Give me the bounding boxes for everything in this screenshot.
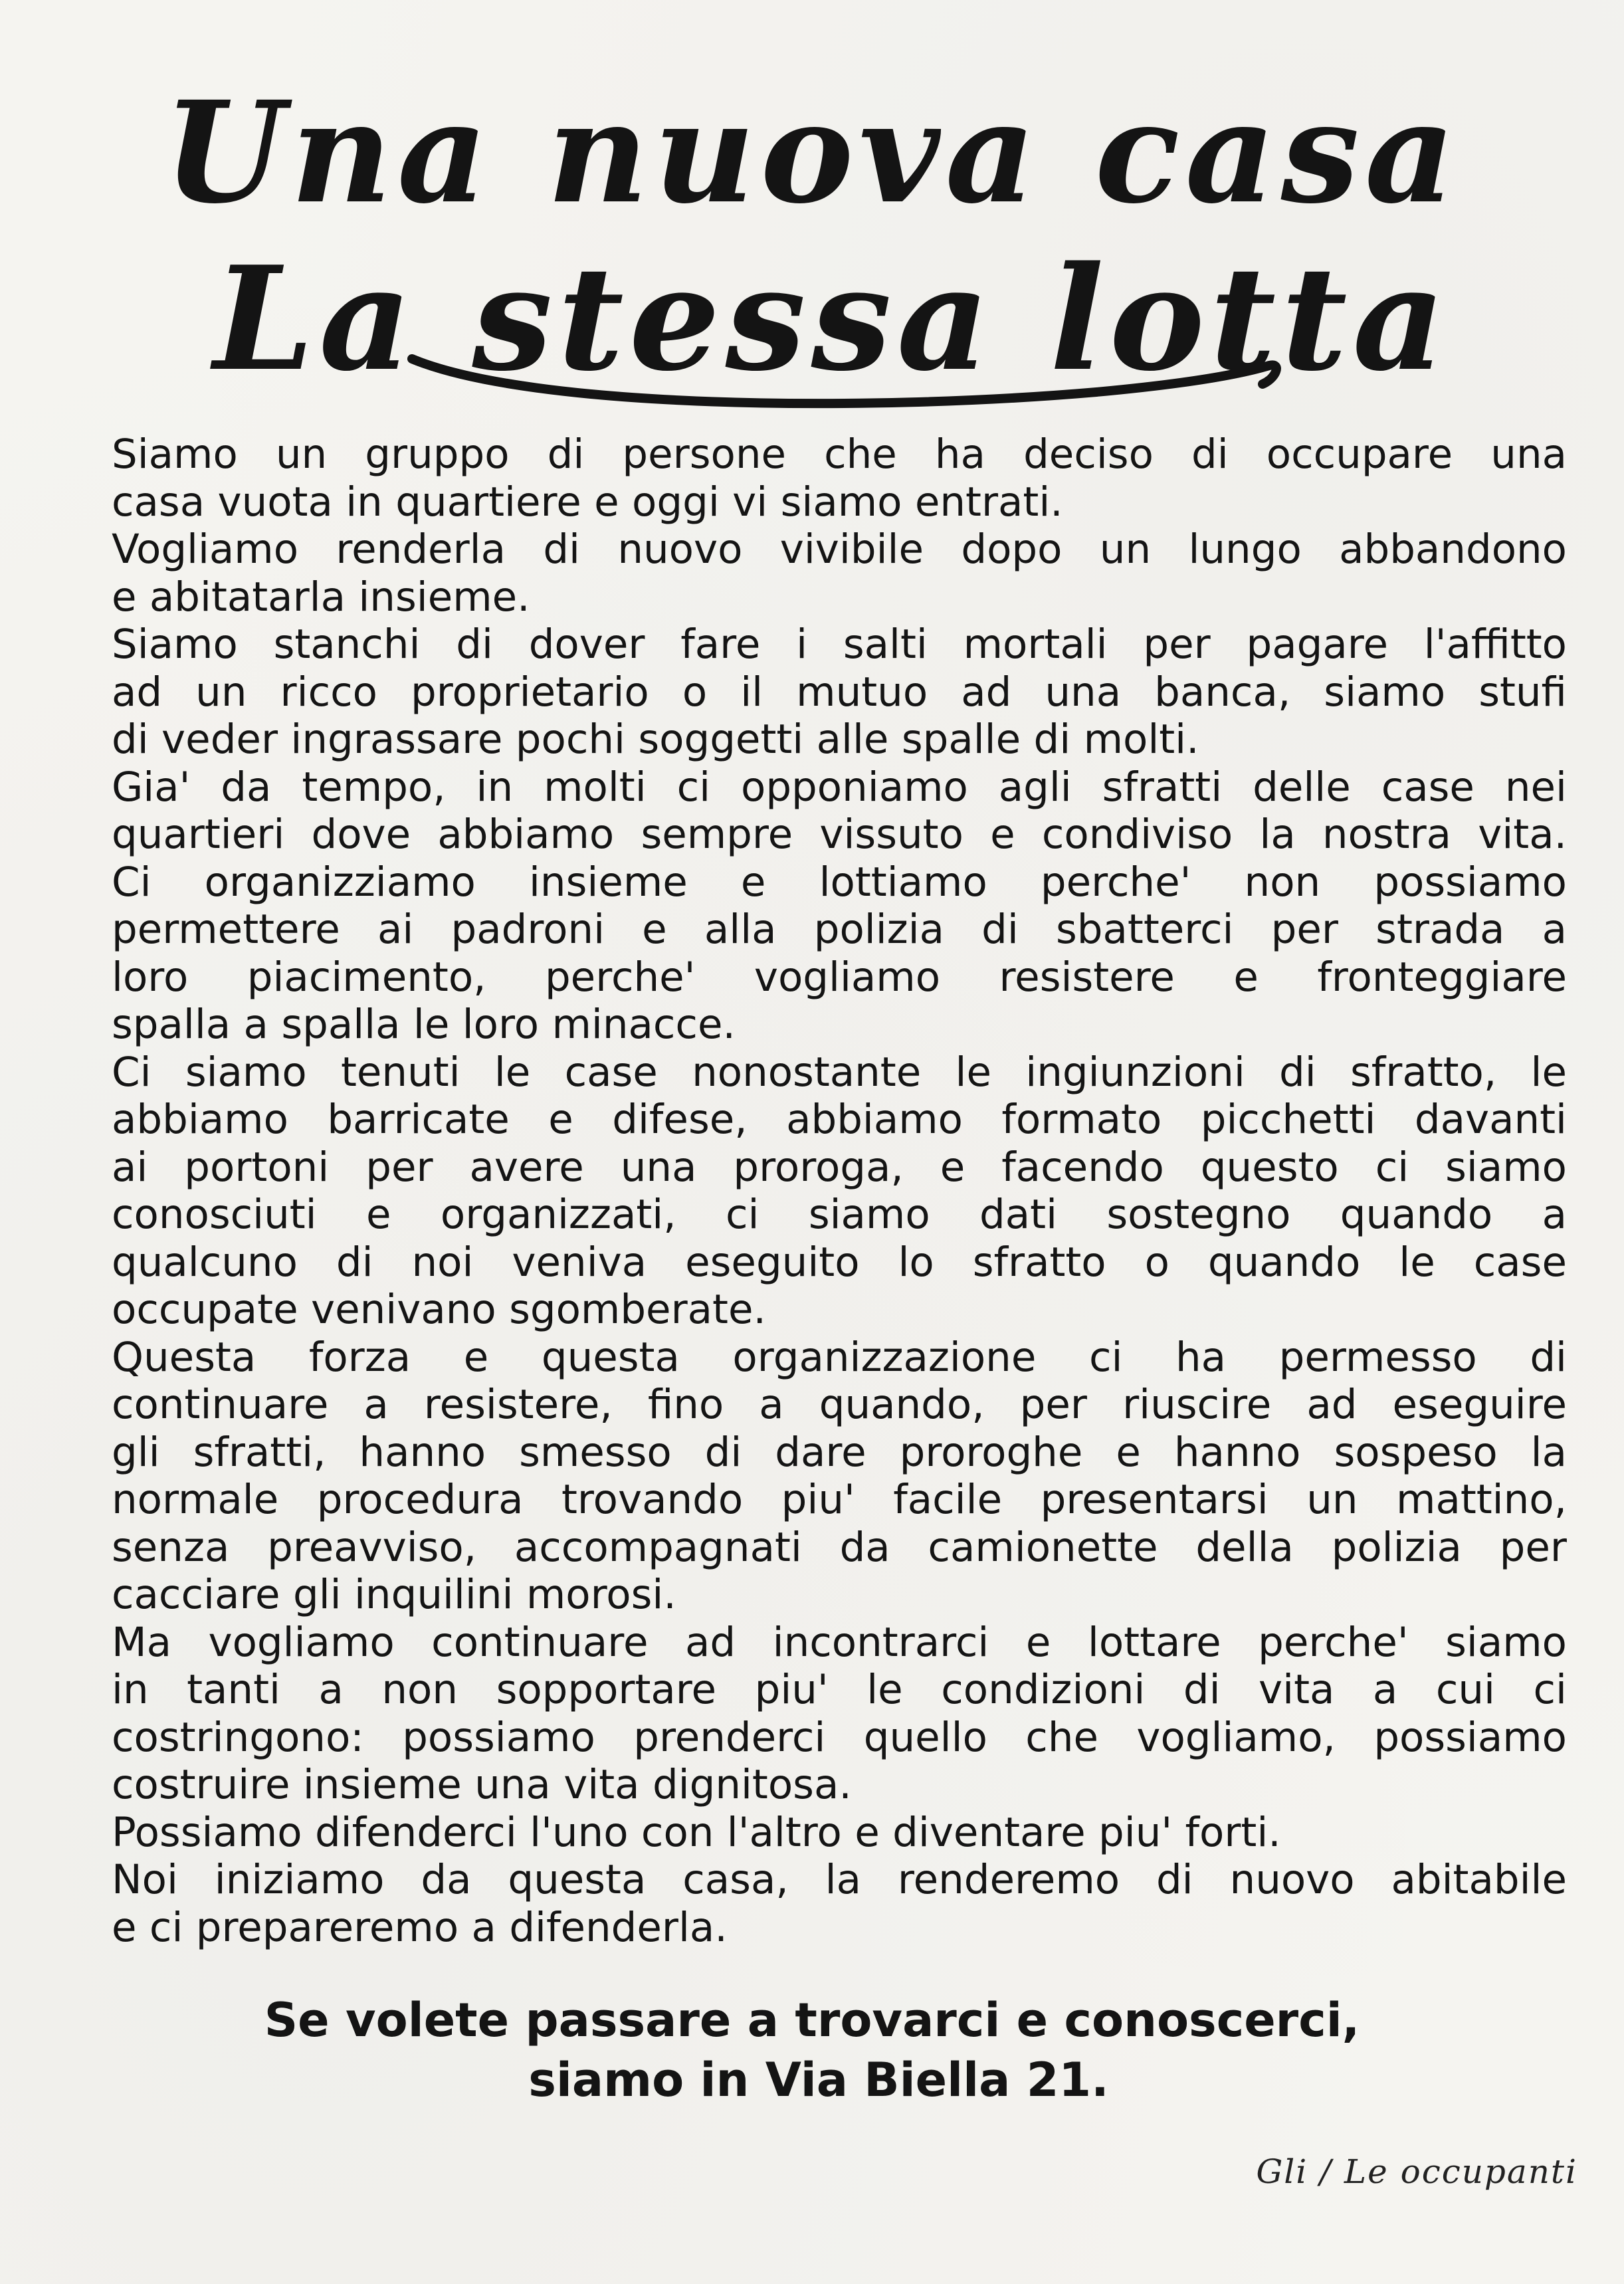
- body-line: senza preavviso, accompagnati da camionette della polizia per: [112, 1523, 1567, 1571]
- body-line: Ma vogliamo continuare ad incontrarci e lottare perche' siamo: [112, 1618, 1567, 1666]
- closing-address-line: siamo in Via Biella 21.: [528, 2053, 1109, 2107]
- body-line: Siamo un gruppo di persone che ha deciso di occupare una: [112, 431, 1567, 478]
- headline-line-2: La stessa lotta: [213, 235, 1451, 403]
- body-line: spalla a spalla le loro minacce.: [112, 1001, 736, 1048]
- body-line: quartieri dove abbiamo sempre vissuto e condiviso la nostra vita.: [112, 811, 1567, 858]
- body-line: Gia' da tempo, in molti ci opponiamo agli sfratti delle case nei: [112, 763, 1567, 811]
- headline-line-1: Una nuova casa: [163, 70, 1461, 235]
- flyer-body-text: [112, 431, 1567, 1951]
- body-line: ai portoni per avere una proroga, e facendo questo ci siamo: [112, 1143, 1567, 1191]
- body-line: Ci siamo tenuti le case nonostante le ingiunzioni di sfratto, le: [112, 1048, 1567, 1096]
- body-line: costruire insieme una vita dignitosa.: [112, 1761, 852, 1808]
- body-line: in tanti a non sopportare piu' le condizioni di vita a cui ci: [112, 1666, 1567, 1713]
- body-line: Vogliamo renderla di nuovo vivibile dopo un lungo abbandono: [112, 526, 1567, 573]
- body-line: Possiamo difenderci l'uno con l'altro e diventare piu' forti.: [112, 1808, 1281, 1856]
- body-line: Questa forza e questa organizzazione ci ha permesso di: [112, 1333, 1567, 1381]
- body-line: Noi iniziamo da questa casa, la renderemo di nuovo abitabile: [112, 1856, 1567, 1903]
- body-line: occupate venivano sgomberate.: [112, 1286, 766, 1333]
- body-line: permettere ai padroni e alla polizia di sbatterci per strada a: [112, 906, 1567, 953]
- body-line: casa vuota in quartiere e oggi vi siamo entrati.: [112, 478, 1063, 526]
- body-line: di veder ingrassare pochi soggetti alle spalle di molti.: [112, 716, 1199, 763]
- body-line: loro piacimento, perche' vogliamo resistere e fronteggiare: [112, 953, 1567, 1001]
- body-line: ad un ricco proprietario o il mutuo ad una banca, siamo stufi: [112, 668, 1567, 716]
- headline-swash-decoration: [399, 346, 1395, 419]
- body-line: continuare a resistere, fino a quando, per riuscire ad eseguire: [112, 1381, 1567, 1428]
- body-line: gli sfratti, hanno smesso di dare proroghe e hanno sospeso la: [112, 1428, 1567, 1476]
- body-line: abbiamo barricate e difese, abbiamo formato picchetti davanti: [112, 1096, 1567, 1143]
- body-line: costringono: possiamo prenderci quello che vogliamo, possiamo: [112, 1713, 1567, 1761]
- body-line: conosciuti e organizzati, ci siamo dati sostegno quando a: [112, 1191, 1567, 1238]
- body-line: cacciare gli inquilini morosi.: [112, 1571, 676, 1618]
- body-line: e abitatarla insieme.: [112, 573, 530, 621]
- signature: Gli / Le occupanti: [1256, 2152, 1577, 2191]
- body-line: Siamo stanchi di dover fare i salti mortali per pagare l'affitto: [112, 621, 1567, 668]
- closing-invitation-line-1: Se volete passare a trovarci e conoscerci,: [264, 1993, 1360, 2047]
- body-line: normale procedura trovando piu' facile presentarsi un mattino,: [112, 1476, 1567, 1523]
- body-line: e ci prepareremo a difenderla.: [112, 1903, 728, 1951]
- body-line: Ci organizziamo insieme e lottiamo perche' non possiamo: [112, 858, 1567, 906]
- body-line: qualcuno di noi veniva eseguito lo sfratto o quando le case: [112, 1238, 1567, 1286]
